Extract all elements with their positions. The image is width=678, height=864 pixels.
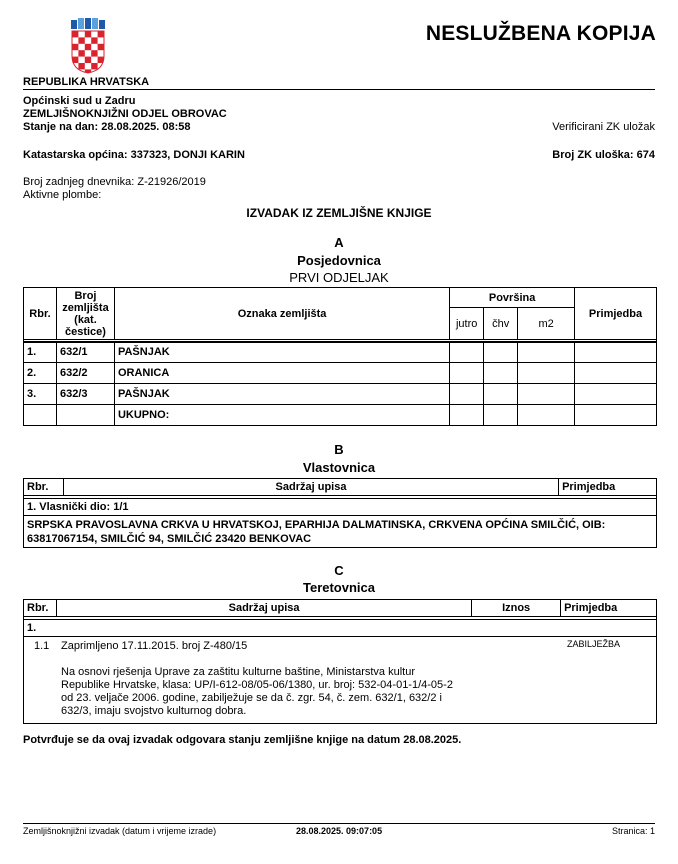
header-jutro: jutro	[450, 308, 484, 340]
zk-number: Broj ZK uloška: 674	[552, 149, 655, 161]
section-a-letter: A	[334, 235, 344, 250]
row-rbr: 2.	[24, 363, 57, 384]
section-a-subname: PRVI ODJELJAK	[289, 270, 389, 285]
total-label: UKUPNO:	[114, 405, 449, 426]
court-name: Općinski sud u Zadru	[23, 95, 136, 107]
ownership-table	[23, 478, 657, 548]
header-remark: Primjedba	[561, 600, 657, 617]
department-name: ZEMLJIŠNOKNJIŽNI ODJEL OBROVAC	[23, 108, 227, 120]
received-info: Zaprimljeno 17.11.2015. broj Z-480/15	[61, 640, 248, 652]
section-b-letter: B	[334, 442, 344, 457]
state-date: Stanje na dan: 28.08.2025. 08:58	[23, 121, 191, 133]
section-c-letter: C	[334, 563, 344, 578]
text-line: Republike Hrvatske, klasa: UP/I-612-08/05-06/1380, ur. broj: 532-04-01-1/4-05-2	[61, 679, 453, 691]
possession-table	[23, 287, 657, 426]
header-remark: Primjedba	[575, 288, 657, 340]
confirmation-text: Potvrđuje se da ovaj izvadak odgovara stanju zemljišne knjige na datum 28.08.2025.	[23, 734, 462, 746]
unofficial-copy-title: NESLUŽBENA KOPIJA	[425, 22, 656, 45]
header-land-designation: Oznaka zemljišta	[114, 288, 449, 340]
header-parcel-number: Broj zemljišta (kat. čestice)	[56, 288, 114, 340]
header-rbr: Rbr.	[24, 479, 64, 496]
footer-divider	[23, 823, 655, 824]
active-seals: Aktivne plombe:	[23, 189, 102, 201]
header-chv: čhv	[484, 308, 518, 340]
footer-timestamp: 28.08.2025. 09:07:05	[296, 826, 383, 836]
row-designation: PAŠNJAK	[114, 342, 449, 363]
footer-left: Zemljišnoknjižni izvadak (datum i vrijeme izrade)	[23, 826, 217, 836]
table-row	[24, 342, 657, 363]
row-rbr: 3.	[24, 384, 57, 405]
entry-number: 1.	[24, 620, 657, 637]
text-line: 632/3, imaju svojstvo kulturnog dobra.	[61, 705, 247, 717]
row-parcel: 632/3	[56, 384, 114, 405]
owner-details: SRPSKA PRAVOSLAVNA CRKVA U HRVATSKOJ, EPARHIJA DALMATINSKA, CRKVENA OPĆINA SMILČIĆ, OIB: 63817067154, SMILČIĆ 94, SMILČIĆ 23420 BENKOVAC	[24, 516, 657, 548]
republic-label: REPUBLIKA HRVATSKA	[23, 76, 150, 88]
ownership-share: 1. Vlasnički dio: 1/1	[24, 499, 657, 516]
header-content: Sadržaj upisa	[63, 479, 558, 496]
encumbrance-table	[23, 599, 657, 724]
row-designation: ORANICA	[114, 363, 449, 384]
document-title: IZVADAK IZ ZEMLJIŠNE KNJIGE	[246, 206, 432, 220]
verified-label: Verificirani ZK uložak	[552, 121, 655, 133]
header-area: Površina	[450, 288, 575, 308]
section-c-name: Teretovnica	[302, 580, 375, 595]
row-parcel: 632/2	[56, 363, 114, 384]
text-line: od 23. veljače 2006. godine, zabilježuje se da č. zgr. 54, č. zem. 632/1, 632/2 i	[61, 692, 442, 704]
row-rbr: 1.	[24, 342, 57, 363]
cadastral-municipality: Katastarska općina: 337323, DONJI KARIN	[23, 149, 245, 161]
text-line: Na osnovi rješenja Uprave za zaštitu kulturne baštine, Ministarstva kultur	[61, 666, 415, 678]
header-content: Sadržaj upisa	[56, 600, 471, 617]
table-row	[24, 384, 657, 405]
section-a-name: Posjedovnica	[297, 253, 381, 268]
section-b-name: Vlastovnica	[302, 460, 376, 475]
row-designation: PAŠNJAK	[114, 384, 449, 405]
header-m2: m2	[518, 308, 575, 340]
note-label: ZABILJEŽBA	[567, 639, 621, 649]
header-rbr: Rbr.	[24, 288, 57, 340]
table-row	[24, 363, 657, 384]
croatian-coat-of-arms-icon	[68, 18, 108, 74]
row-parcel: 632/1	[56, 342, 114, 363]
header-amount: Iznos	[472, 600, 561, 617]
header-divider	[23, 89, 655, 90]
sub-entry-number: 1.1	[34, 640, 50, 652]
encumbrance-text	[61, 666, 453, 718]
header-rbr: Rbr.	[24, 600, 57, 617]
last-diary-number: Broj zadnjeg dnevnika: Z-21926/2019	[23, 176, 206, 188]
header-remark: Primjedba	[559, 479, 657, 496]
total-row	[24, 405, 657, 426]
footer-page: Stranica: 1	[611, 826, 655, 836]
